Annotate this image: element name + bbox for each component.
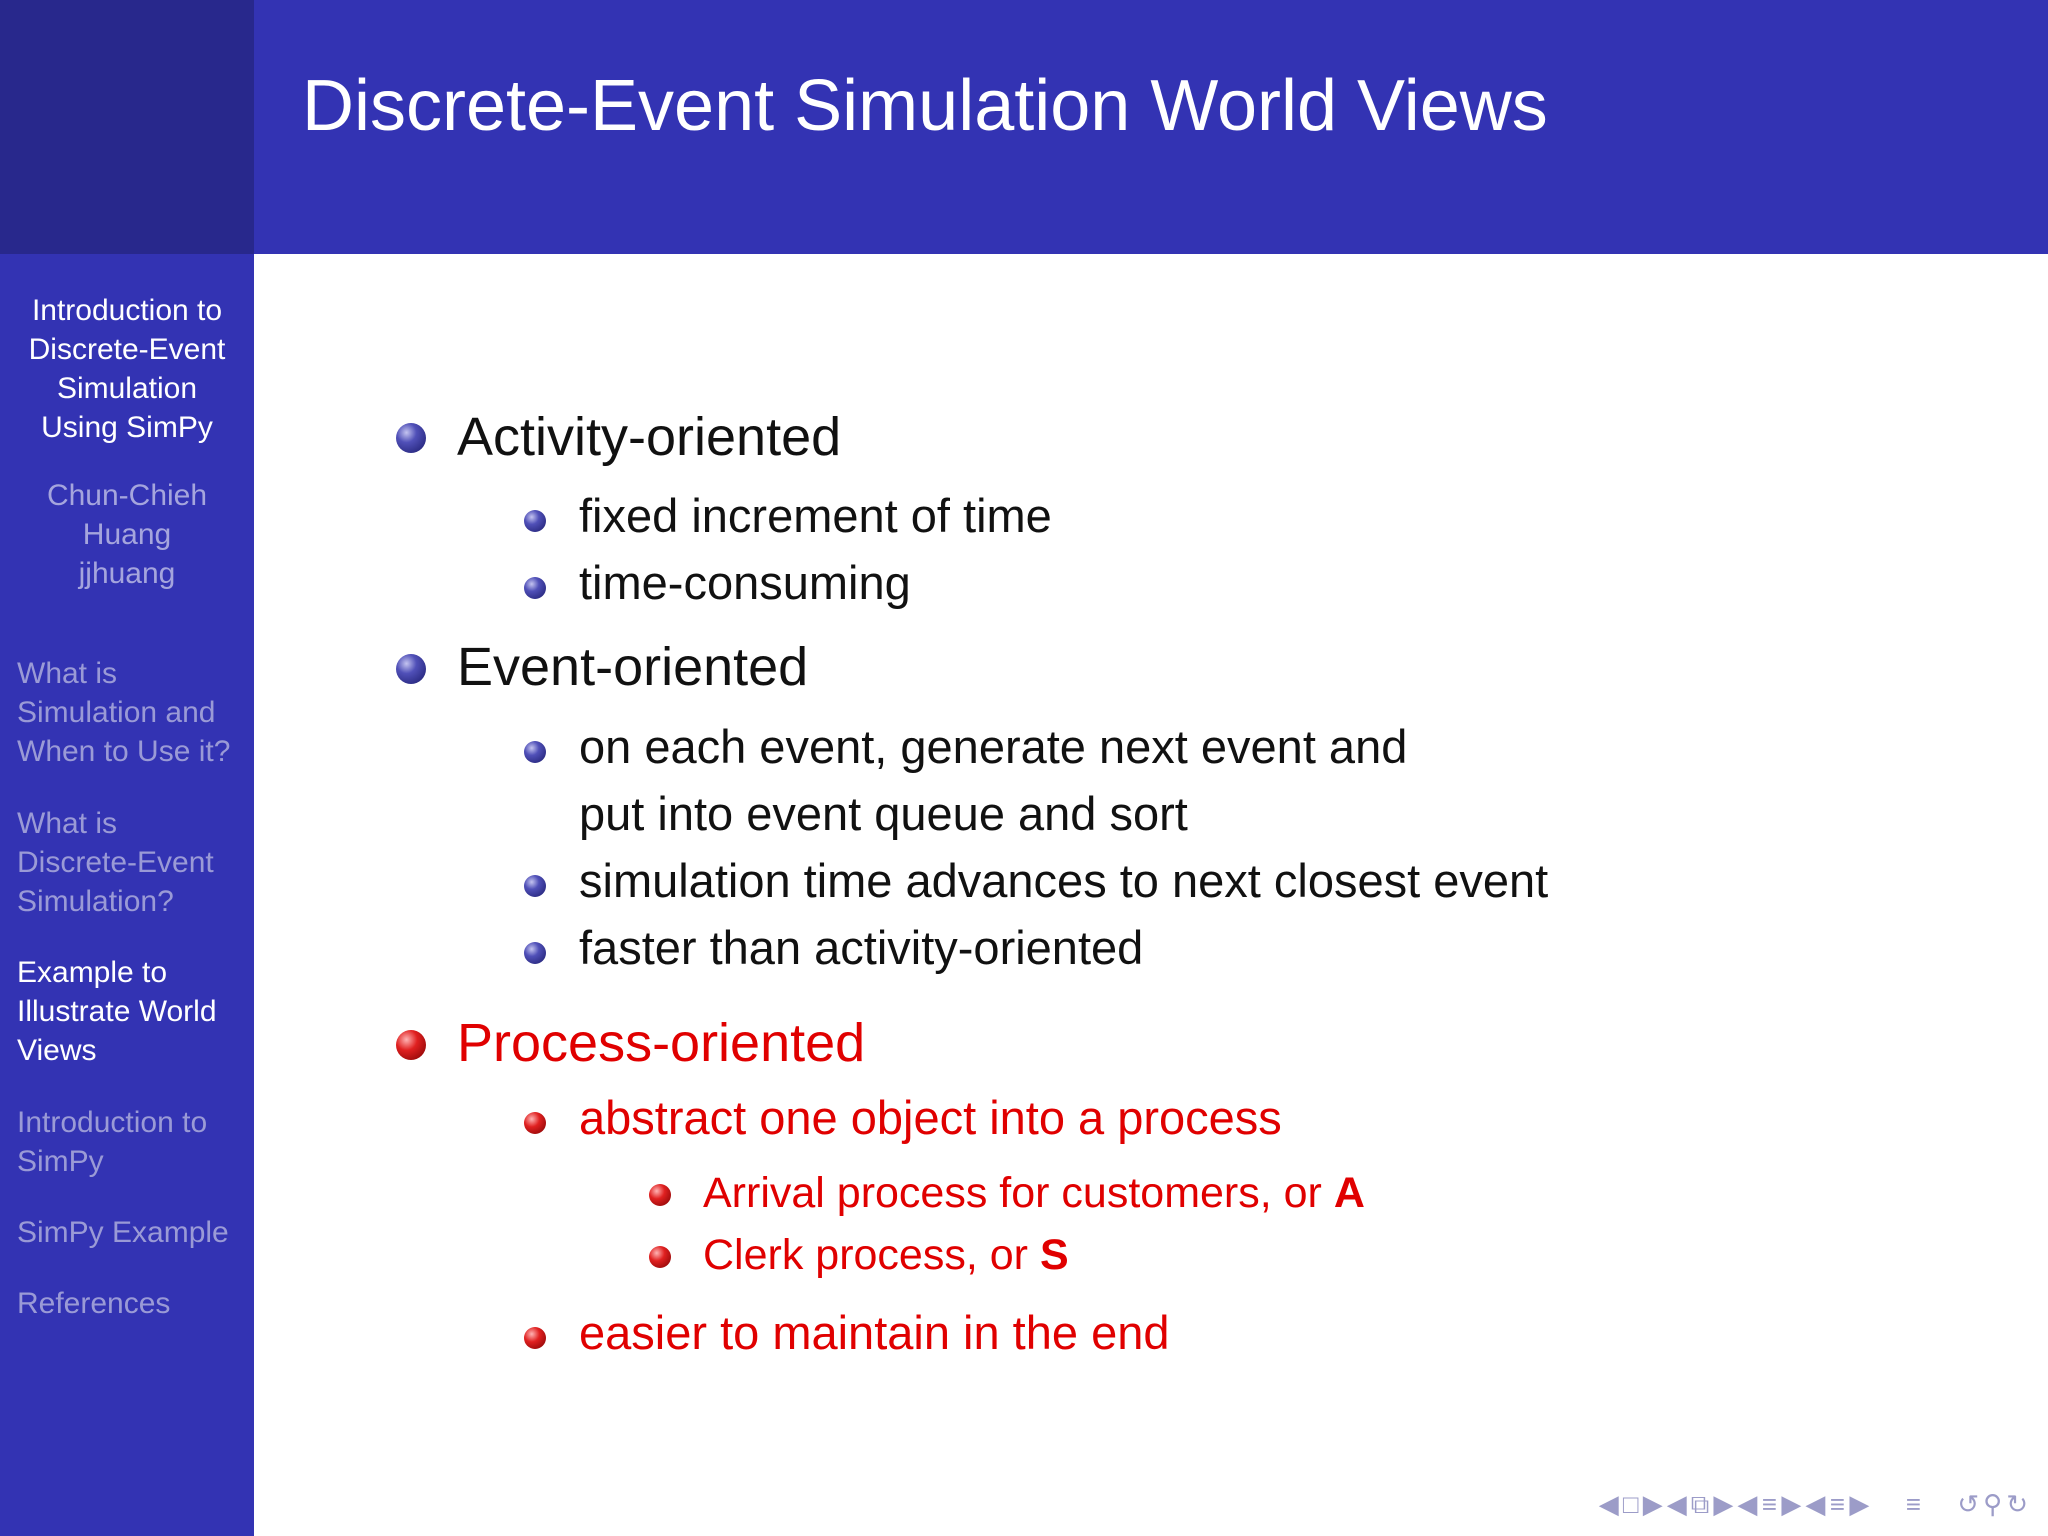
frame-icon[interactable]: □ (1622, 1489, 1639, 1519)
bullet-ball-icon (396, 423, 426, 453)
bullet-abstract-object: abstract one object into a process (579, 1091, 1282, 1144)
title-line: Using SimPy (41, 411, 213, 444)
section-line: Illustrate World (17, 995, 217, 1028)
section-line: Views (17, 1034, 97, 1067)
clerk-process-text: Clerk process, or (703, 1231, 1040, 1279)
bullet-ball-icon (524, 875, 546, 897)
bullet-ball-icon (524, 577, 546, 599)
section-line: References (17, 1287, 171, 1320)
forward-icon[interactable]: ↻ (2006, 1489, 2028, 1519)
section-line: When to Use it? (17, 735, 231, 768)
bullet-ball-icon (524, 1112, 546, 1134)
bullet-ball-icon (649, 1246, 671, 1268)
author-line: Huang (82, 518, 172, 551)
bullet-ball-icon (396, 654, 426, 684)
section-line: SimPy (17, 1145, 104, 1178)
back-icon[interactable]: ↺ (1957, 1489, 1980, 1519)
section-line: What is (17, 657, 118, 690)
bullet-sim-time-advances: simulation time advances to next closest event (579, 854, 1549, 907)
bullet-faster-than-activity: faster than activity-oriented (579, 921, 1144, 974)
arrow-right-icon[interactable]: ▶ (1713, 1489, 1734, 1519)
sidebar-section-example-world-views[interactable] (17, 953, 249, 1070)
sidebar-section-simpy-example[interactable] (17, 1213, 249, 1252)
section-line: Example to (17, 956, 168, 989)
sidebar-section-what-is-des[interactable] (17, 804, 249, 921)
sidebar-section-intro-simpy[interactable] (17, 1103, 249, 1181)
clerk-process-symbol: S (1039, 1231, 1069, 1279)
sidebar-presentation-title[interactable] (0, 291, 254, 447)
bullet-ball-icon (524, 510, 546, 532)
bullet-fixed-increment: fixed increment of time (579, 489, 1052, 542)
bullet-ball-icon (524, 1327, 546, 1349)
title-line: Simulation (56, 372, 198, 405)
section-line: Discrete-Event (17, 846, 214, 879)
arrow-right-icon[interactable]: ▶ (1781, 1489, 1802, 1519)
frame-title: Discrete-Event Simulation World Views (302, 66, 1548, 146)
section-line: What is (17, 807, 118, 840)
sidebar-logo-area (0, 0, 254, 254)
bullet-easier-to-maintain: easier to maintain in the end (579, 1306, 1170, 1359)
arrival-process-symbol: A (1333, 1169, 1365, 1217)
sidebar-author (0, 476, 254, 593)
navigation-bar (1599, 1488, 2028, 1520)
sidebar-section-references[interactable] (17, 1284, 249, 1323)
section-icon[interactable]: ≡ (1761, 1489, 1777, 1519)
arrow-left-icon[interactable]: ◀ (1805, 1489, 1826, 1519)
arrow-right-icon[interactable]: ▶ (1849, 1489, 1870, 1519)
title-line: Introduction to (31, 294, 223, 327)
sidebar-section-what-is-simulation[interactable] (17, 654, 249, 771)
arrow-left-icon[interactable]: ◀ (1666, 1489, 1687, 1519)
document-icon[interactable]: ≡ (1829, 1489, 1845, 1519)
align-icon[interactable]: ≡ (1905, 1489, 1921, 1519)
bullet-ball-icon (396, 1030, 426, 1060)
bullet-arrival-process (703, 1169, 1365, 1217)
bullet-activity-oriented: Activity-oriented (457, 407, 842, 467)
section-line: SimPy Example (17, 1216, 229, 1249)
arrival-process-text: Arrival process for customers, or (703, 1169, 1334, 1217)
bullet-ball-icon (524, 942, 546, 964)
section-line: Simulation? (17, 885, 174, 918)
author-line: Chun-Chieh (46, 479, 208, 512)
bullet-time-consuming: time-consuming (579, 556, 911, 609)
bullet-clerk-process (703, 1231, 1069, 1279)
title-line: Discrete-Event (28, 333, 226, 366)
arrow-right-icon[interactable]: ▶ (1642, 1489, 1663, 1519)
section-line: Introduction to (17, 1106, 208, 1139)
search-icon[interactable]: ⚲ (1983, 1489, 2003, 1519)
subsection-icon[interactable]: ⧉ (1690, 1489, 1710, 1519)
bullet-process-oriented: Process-oriented (457, 1013, 866, 1073)
arrow-left-icon[interactable]: ◀ (1737, 1489, 1758, 1519)
author-line: jjhuang (78, 557, 176, 590)
section-line: Simulation and (17, 696, 216, 729)
bullet-event-oriented: Event-oriented (457, 637, 809, 697)
arrow-left-icon[interactable]: ◀ (1598, 1489, 1619, 1519)
bullet-on-each-event-line2: put into event queue and sort (579, 787, 1188, 840)
bullet-ball-icon (649, 1184, 671, 1206)
bullet-on-each-event-line1: on each event, generate next event and (579, 720, 1408, 773)
bullet-ball-icon (524, 741, 546, 763)
